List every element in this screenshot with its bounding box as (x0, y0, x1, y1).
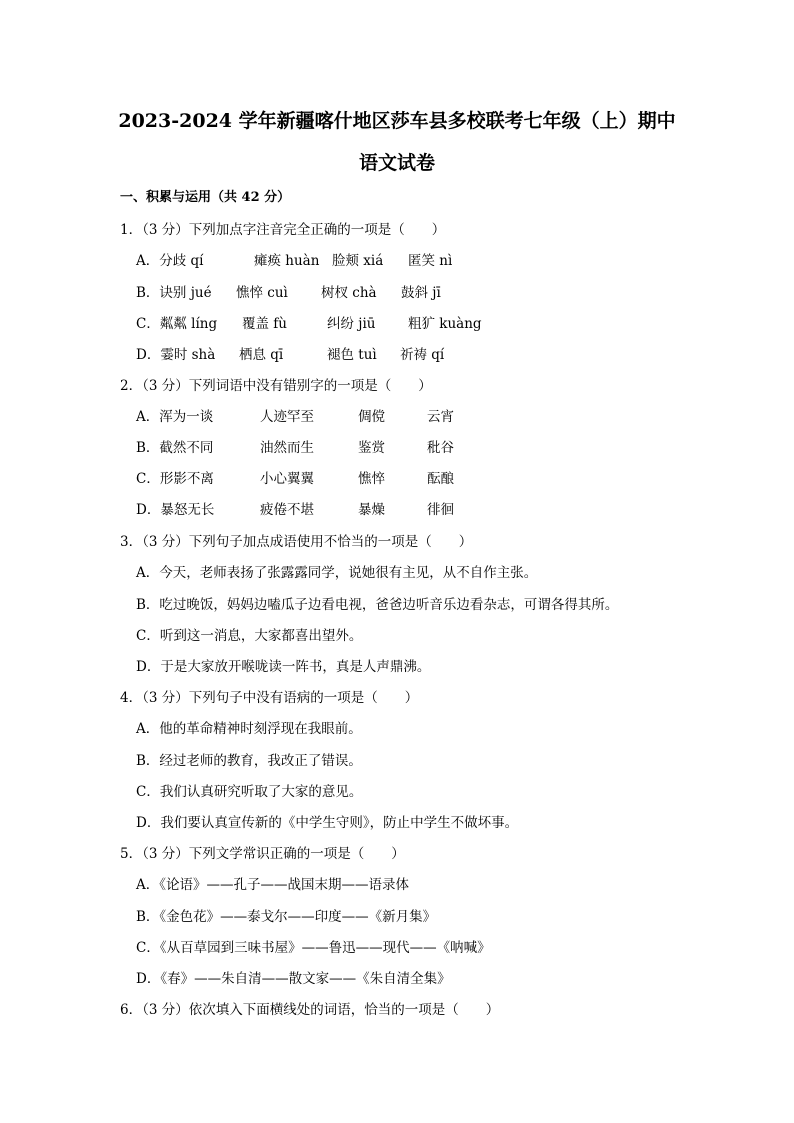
question-3-option-b: B．吃过晚饭，妈妈边嗑瓜子边看电视，爸爸边听音乐边看杂志，可谓各得其所。 (136, 597, 619, 613)
option-b-item-1: B．截然不同 (136, 440, 214, 456)
option-c-item-3: 憔悴 (358, 471, 385, 487)
option-d-item-3: 暴燥 (358, 502, 385, 518)
option-a-item-4: 云宵 (427, 409, 454, 425)
question-1-stem: 1．（3 分）下列加点字注音完全正确的一项是（ ） (120, 222, 446, 238)
option-a-item-3: 倜傥 (358, 409, 385, 425)
question-5-option-a: A．《论语》——孔子——战国末期——语录体 (136, 877, 409, 893)
option-d-item-1: D．霎时 shà (136, 347, 216, 363)
question-4-stem: 4．（3 分）下列句子中没有语病的一项是（ ） (120, 690, 419, 706)
question-1-option-a (136, 249, 536, 267)
question-1-option-d (136, 343, 536, 361)
question-2-option-d (136, 498, 536, 516)
question-3-option-d: D．于是大家放开喉咙读一阵书，真是人声鼎沸。 (136, 659, 431, 675)
option-b-item-3: 树杈 chà (321, 285, 377, 301)
question-4-option-c: C．我们认真研究听取了大家的意见。 (136, 784, 363, 800)
option-a-item-2: 瘫痪 huàn (254, 253, 320, 269)
question-4-option-a: A．他的革命精神时刻浮现在我眼前。 (136, 721, 362, 737)
question-1-option-b (136, 281, 536, 299)
option-d-item-4: 徘徊 (427, 502, 454, 518)
question-3-option-c: C．听到这一消息，大家都喜出望外。 (136, 628, 363, 644)
option-c-item-3: 纠纷 jiū (327, 316, 376, 332)
question-4-option-d: D．我们要认真宣传新的《中学生守则》，防止中学生不做坏事。 (136, 815, 519, 831)
option-a-item-2: 人迹罕至 (260, 409, 314, 425)
option-a-item-1: A．浑为一谈 (136, 409, 214, 425)
option-b-item-1: B．诀别 jué (136, 285, 212, 301)
option-c-item-1: C．粼粼 líng (136, 316, 218, 332)
option-d-item-2: 疲倦不堪 (260, 502, 314, 518)
question-1-option-c (136, 312, 536, 330)
option-a-item-3: 脸颊 xiá (332, 253, 384, 269)
option-c-item-2: 小心翼翼 (260, 471, 314, 487)
option-c-item-4: 粗犷 kuàng (408, 316, 482, 332)
option-b-item-2: 憔悴 cuì (236, 285, 288, 301)
option-b-item-4: 秕谷 (427, 440, 454, 456)
question-2-stem: 2．（3 分）下列词语中没有错别字的一项是（ ） (120, 378, 432, 394)
question-2-option-a (136, 405, 536, 423)
question-3-stem: 3．（3 分）下列句子加点成语使用不恰当的一项是（ ） (120, 534, 473, 550)
option-c-item-1: C．形影不离 (136, 471, 214, 487)
question-3-option-a: A．今天，老师表扬了张露露同学，说她很有主见，从不自作主张。 (136, 565, 538, 581)
option-d-item-4: 祈祷 qí (400, 347, 445, 363)
option-b-item-4: 鼓斜 jī (401, 285, 441, 301)
option-c-item-4: 酝酿 (427, 471, 454, 487)
question-6-stem: 6．（3 分）依次填入下面横线处的词语，恰当的一项是（ ） (120, 1002, 500, 1018)
question-2-option-b (136, 436, 536, 454)
option-d-item-3: 褪色 tuì (327, 347, 377, 363)
question-2-option-c (136, 467, 536, 485)
question-5-option-c: C．《从百草园到三味书屋》——鲁迅——现代——《呐喊》 (136, 940, 491, 956)
option-c-item-2: 覆盖 fù (242, 316, 287, 332)
question-5-option-d: D．《春》——朱自清——散文家——《朱自清全集》 (136, 971, 451, 987)
exam-title-line2: 语文试卷 (358, 152, 435, 174)
exam-title-line1: 2023-2024 学年新疆喀什地区莎车县多校联考七年级（上）期中 (118, 110, 676, 132)
option-d-item-2: 栖息 qī (239, 347, 284, 363)
option-a-item-4: 匿笑 nì (408, 253, 453, 269)
option-d-item-1: D．暴怒无长 (136, 502, 215, 518)
question-5-stem: 5．（3 分）下列文学常识正确的一项是（ ） (120, 846, 405, 862)
question-5-option-b: B．《金色花》——泰戈尔——印度——《新月集》 (136, 909, 437, 925)
option-b-item-2: 油然而生 (260, 440, 314, 456)
question-4-option-b: B．经过老师的教育，我改正了错误。 (136, 753, 362, 769)
option-b-item-3: 鉴赏 (358, 440, 385, 456)
option-a-item-1: A．分歧 qí (136, 253, 204, 269)
section-heading: 一、积累与运用（共 42 分） (120, 190, 291, 205)
